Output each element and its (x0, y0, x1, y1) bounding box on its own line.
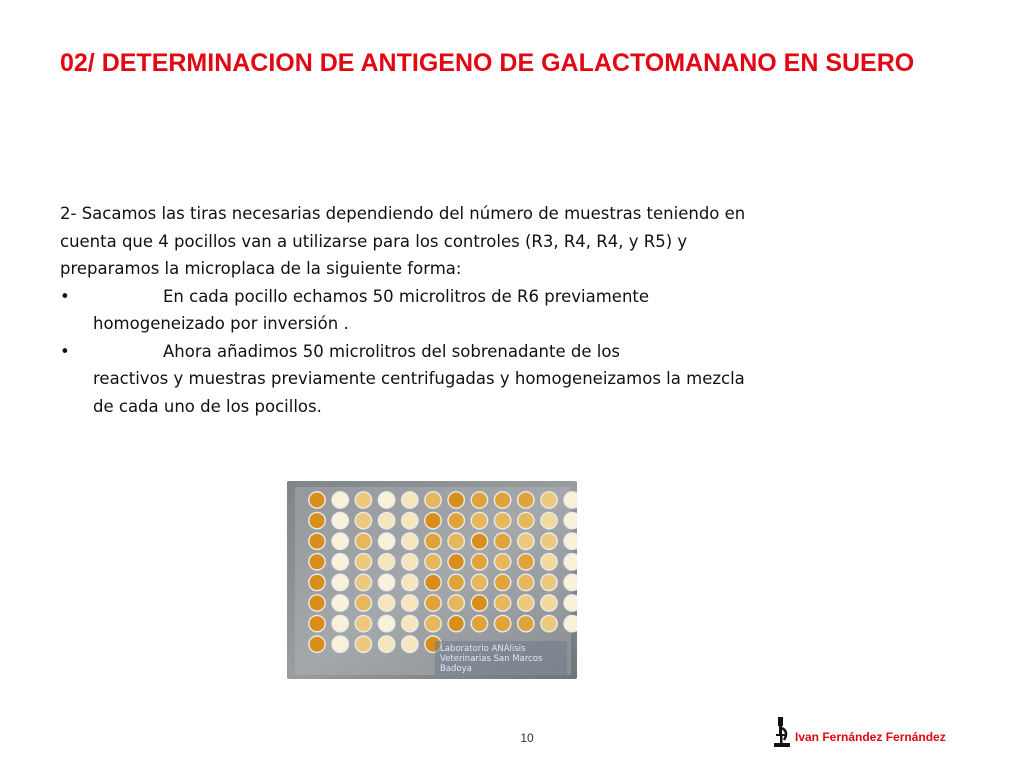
plate-well (402, 512, 418, 528)
microplate-illustration (287, 481, 577, 679)
plate-well (355, 615, 371, 631)
plate-well (378, 636, 394, 652)
plate-well (332, 554, 348, 570)
plate-well (541, 492, 557, 508)
plate-well (471, 615, 487, 631)
plate-well (494, 492, 510, 508)
plate-well (425, 492, 441, 508)
bullet-item (60, 338, 760, 421)
body-text (60, 200, 760, 420)
plate-well (564, 492, 577, 508)
author-signature (772, 714, 946, 748)
plate-well (355, 595, 371, 611)
plate-well (355, 492, 371, 508)
plate-well (541, 595, 557, 611)
plate-well (425, 615, 441, 631)
plate-well (541, 615, 557, 631)
plate-well (378, 615, 394, 631)
plate-well (309, 636, 325, 652)
slide-title: 02/ DETERMINACION DE ANTIGENO DE GALACTOMANANO EN SUERO (60, 49, 915, 77)
plate-well (378, 533, 394, 549)
page-number: 10 (520, 731, 534, 745)
plate-well (332, 512, 348, 528)
plate-well (309, 554, 325, 570)
plate-well (448, 615, 464, 631)
plate-well (425, 512, 441, 528)
plate-well (425, 533, 441, 549)
plate-well (355, 512, 371, 528)
photo-caption-line: Veterinarias San Marcos (440, 654, 543, 664)
plate-well (378, 492, 394, 508)
plate-well (309, 595, 325, 611)
plate-well (541, 574, 557, 590)
plate-well (332, 595, 348, 611)
plate-well (564, 574, 577, 590)
plate-well (471, 574, 487, 590)
plate-well (448, 492, 464, 508)
plate-well (518, 574, 534, 590)
plate-well (564, 512, 577, 528)
bullet-text-first: Ahora añadimos 50 microlitros del sobrenadante de los (163, 341, 621, 361)
plate-well (402, 595, 418, 611)
plate-well (378, 595, 394, 611)
plate-well (402, 636, 418, 652)
plate-well (332, 615, 348, 631)
plate-well (355, 574, 371, 590)
plate-well (448, 595, 464, 611)
plate-well (425, 595, 441, 611)
plate-well (355, 554, 371, 570)
plate-well (402, 492, 418, 508)
author-name: Ivan Fernández Fernández (795, 730, 946, 744)
plate-well (494, 512, 510, 528)
photo-caption-line: Badoya (440, 664, 472, 674)
plate-well (494, 574, 510, 590)
plate-well (309, 615, 325, 631)
plate-well (518, 512, 534, 528)
plate-well (448, 554, 464, 570)
plate-well (309, 512, 325, 528)
microscope-icon (772, 716, 792, 748)
plate-well (378, 512, 394, 528)
plate-well (494, 533, 510, 549)
plate-well (448, 533, 464, 549)
plate-well (471, 595, 487, 611)
plate-well (448, 512, 464, 528)
plate-well (564, 554, 577, 570)
plate-well (402, 574, 418, 590)
plate-well (425, 554, 441, 570)
plate-well (541, 554, 557, 570)
plate-well (518, 492, 534, 508)
plate-well (564, 615, 577, 631)
plate-well (402, 533, 418, 549)
plate-well (332, 636, 348, 652)
plate-well (378, 574, 394, 590)
plate-well (309, 533, 325, 549)
plate-well (332, 533, 348, 549)
plate-well (494, 554, 510, 570)
plate-well (471, 512, 487, 528)
microplate-photo (287, 481, 577, 679)
plate-well (471, 492, 487, 508)
bullet-item (60, 283, 760, 338)
plate-well (471, 533, 487, 549)
bullet-marker: • (60, 341, 70, 361)
plate-well (494, 595, 510, 611)
plate-well (448, 574, 464, 590)
bullet-marker: • (60, 286, 70, 306)
plate-well (564, 595, 577, 611)
intro-paragraph: 2- Sacamos las tiras necesarias dependiendo del número de muestras teniendo en cuenta que 4 pocillos van a utilizarse para los controles (R3, R4, R4, y R5) y preparamos la microplaca de la siguiente forma: (60, 204, 746, 278)
plate-well (332, 574, 348, 590)
photo-caption-line: Laboratorio ANÁlisis (440, 644, 526, 654)
plate-well (471, 554, 487, 570)
plate-well (402, 615, 418, 631)
plate-well (425, 574, 441, 590)
plate-well (309, 492, 325, 508)
plate-well (541, 533, 557, 549)
plate-well (355, 636, 371, 652)
plate-well (378, 554, 394, 570)
plate-well (518, 554, 534, 570)
plate-well (518, 533, 534, 549)
bullet-text-rest: homogeneizado por inversión . (93, 314, 349, 333)
plate-well (518, 615, 534, 631)
plate-well (309, 574, 325, 590)
bullet-text-rest: reactivos y muestras previamente centrifugadas y homogeneizamos la mezcla de cada uno de los pocillos. (93, 369, 745, 416)
plate-well (332, 492, 348, 508)
plate-well (518, 595, 534, 611)
plate-well (355, 533, 371, 549)
plate-well (494, 615, 510, 631)
bullet-text-first: En cada pocillo echamos 50 microlitros de R6 previamente (163, 286, 650, 306)
plate-well (564, 533, 577, 549)
plate-well (402, 554, 418, 570)
plate-well (541, 512, 557, 528)
